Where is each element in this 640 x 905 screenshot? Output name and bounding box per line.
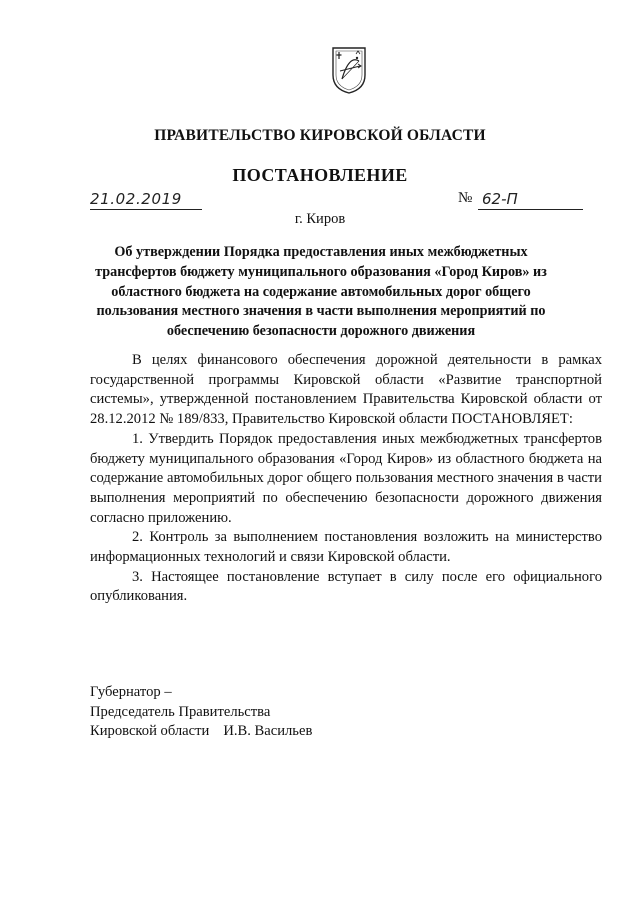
signature-title-line-3: [90, 722, 312, 742]
government-name: ПРАВИТЕЛЬСТВО КИРОВСКОЙ ОБЛАСТИ: [154, 127, 486, 144]
signature-region: Кировской области: [90, 723, 210, 739]
signature-title-line-2: Председатель Правительства: [90, 703, 271, 720]
document-number: 62-П: [482, 190, 518, 208]
number-field: [458, 190, 583, 209]
item-paragraph-3: 3. Настоящее постановление вступает в силу после его официального опубликования.: [90, 568, 602, 605]
signature-title-line-1: Губернатор –: [90, 684, 172, 700]
preamble-paragraph: В целях финансового обеспечения дорожной деятельности в рамках государственной программы Кировской области «Развитие транспортной системы», утвержденной постановлением Правительства Кировской области от 28.12.2012 № 189/833, Правительство Кировской области ПОСТАНОВЛЯЕТ:: [90, 352, 602, 428]
item-paragraph-1: 1. Утвердить Порядок предоставления иных межбюджетных трансфертов бюджету муниципального образования «Город Киров» из областного бюджета на содержание автомобильных дорог общего пользования местного значения в части выполнения мероприятий по обеспечению безопасности дорожного движения согласно приложению.: [90, 430, 602, 526]
signatory-name: И.В. Васильев: [223, 723, 313, 739]
document-title: Об утверждении Порядка предоставления иных межбюджетных трансфертов бюджету муниципального образования «Город Киров» из областного бюджета на содержание автомобильных дорог общего пользования местного значения в части выполнения мероприятий по обеспечению безопасности дорожного движения: [95, 244, 547, 340]
number-underline: [478, 190, 583, 210]
city-name: г. Киров: [294, 211, 346, 227]
document-type: ПОСТАНОВЛЕНИЕ: [232, 165, 408, 185]
item-paragraph-2: 2. Контроль за выполнением постановления возложить на министерство информационных технологий и связи Кировской области.: [90, 529, 602, 566]
signature-block: [90, 683, 312, 742]
kirov-coat-of-arms-icon: [329, 45, 369, 95]
document-date: 21.02.2019: [90, 190, 182, 208]
date-field: [90, 190, 202, 210]
document-body: [90, 351, 602, 607]
number-sign: №: [458, 190, 473, 206]
